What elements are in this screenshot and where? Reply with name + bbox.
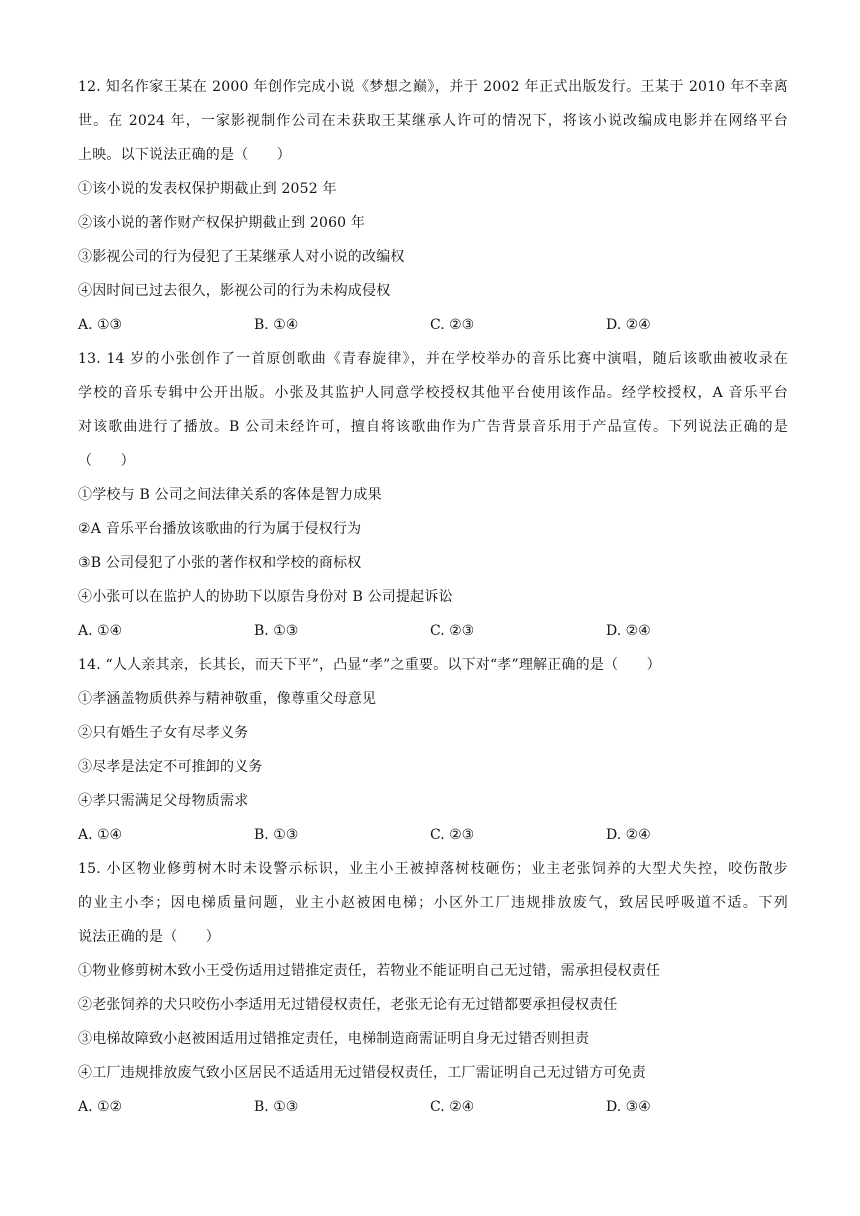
question-12-stem-line: 12. 知名作家王某在 2000 年创作完成小说《梦想之巅》，并于 2002 年正式出版发行。王某于 2010 年不幸离 (78, 79, 788, 95)
question-13 (78, 342, 788, 648)
answer-c: C. ②③ (430, 317, 475, 333)
question-12-stem-line: 世。在 2024 年，一家影视制作公司在未获取王某继承人许可的情况下，将该小说改编成电影并在网络平台 (78, 113, 788, 129)
answer-d: D. ②④ (606, 827, 651, 843)
answer-d: D. ②④ (606, 317, 651, 333)
question-14-answers (78, 818, 788, 852)
answer-b: B. ①③ (254, 1099, 299, 1115)
question-13-stem-line: 学校的音乐专辑中公开出版。小张及其监护人同意学校授权其他平台使用该作品。经学校授权，A 音乐平台 (78, 385, 788, 401)
answer-b: B. ①③ (254, 827, 299, 843)
question-15-stem-line: 15. 小区物业修剪树木时未设警示标识，业主小王被掉落树枝砸伤；业主老张饲养的大型犬失控，咬伤散步 (78, 861, 788, 877)
question-15-option-4: ④工厂违规排放废气致小区居民不适适用无过错侵权责任，工厂需证明自己无过错方可免责 (78, 1065, 646, 1081)
question-14-option-2: ②只有婚生子女有尽孝义务 (78, 725, 249, 741)
question-12-option-3: ③影视公司的行为侵犯了王某继承人对小说的改编权 (78, 249, 405, 265)
question-14-stem-line: 14. “人人亲其亲，长其长，而天下平”，凸显“孝”之重要。以下对“孝”理解正确的是（ ） (78, 657, 661, 673)
answer-b: B. ①③ (254, 623, 299, 639)
question-13-stem-line: 对该歌曲进行了播放。B 公司未经许可，擅自将该歌曲作为广告背景音乐用于产品宣传。下列说法正确的是 (78, 419, 788, 435)
question-13-option-3: ③B 公司侵犯了小张的著作权和学校的商标权 (78, 555, 362, 571)
answer-c: C. ②④ (430, 1099, 475, 1115)
answer-a: A. ①② (78, 1099, 123, 1115)
answer-c: C. ②③ (430, 623, 475, 639)
question-12-answers (78, 308, 788, 342)
question-15-stem-line: 说法正确的是（ ） (78, 929, 220, 945)
question-13-option-1: ①学校与 B 公司之间法律关系的客体是智力成果 (78, 487, 382, 503)
question-15-answers (78, 1090, 788, 1124)
answer-b: B. ①④ (254, 317, 299, 333)
question-14-option-3: ③尽孝是法定不可推卸的义务 (78, 759, 263, 775)
question-13-stem-line: （ ） (78, 453, 135, 469)
question-13-answers (78, 614, 788, 648)
question-15 (78, 852, 788, 1124)
answer-c: C. ②③ (430, 827, 475, 843)
question-14-option-4: ④孝只需满足父母物质需求 (78, 793, 249, 809)
question-12-option-4: ④因时间已过去很久，影视公司的行为未构成侵权 (78, 283, 391, 299)
question-12-option-2: ②该小说的著作财产权保护期截止到 2060 年 (78, 215, 366, 231)
question-14-option-1: ①孝涵盖物质供养与精神敬重，像尊重父母意见 (78, 691, 377, 707)
answer-a: A. ①④ (78, 827, 123, 843)
answer-a: A. ①④ (78, 623, 123, 639)
question-15-stem-line: 的业主小李；因电梯质量问题，业主小赵被困电梯；小区外工厂违规排放废气，致居民呼吸道不适。下列 (78, 895, 788, 911)
question-12-option-1: ①该小说的发表权保护期截止到 2052 年 (78, 181, 337, 197)
question-14 (78, 648, 788, 852)
exam-page (78, 70, 788, 1124)
question-13-stem-line: 13. 14 岁的小张创作了一首原创歌曲《青春旋律》，并在学校举办的音乐比赛中演唱，随后该歌曲被收录在 (78, 351, 788, 367)
question-15-option-2: ②老张饲养的犬只咬伤小李适用无过错侵权责任，老张无论有无过错都要承担侵权责任 (78, 997, 618, 1013)
question-12 (78, 70, 788, 342)
question-13-option-4: ④小张可以在监护人的协助下以原告身份对 B 公司提起诉讼 (78, 589, 453, 605)
question-15-option-3: ③电梯故障致小赵被困适用过错推定责任，电梯制造商需证明自身无过错否则担责 (78, 1031, 590, 1047)
answer-d: D. ②④ (606, 623, 651, 639)
question-15-option-1: ①物业修剪树木致小王受伤适用过错推定责任，若物业不能证明自己无过错，需承担侵权责任 (78, 963, 661, 979)
question-12-stem-line: 上映。以下说法正确的是（ ） (78, 147, 291, 163)
question-13-option-2: ②A 音乐平台播放该歌曲的行为属于侵权行为 (78, 521, 362, 537)
answer-d: D. ③④ (606, 1099, 651, 1115)
answer-a: A. ①③ (78, 317, 123, 333)
